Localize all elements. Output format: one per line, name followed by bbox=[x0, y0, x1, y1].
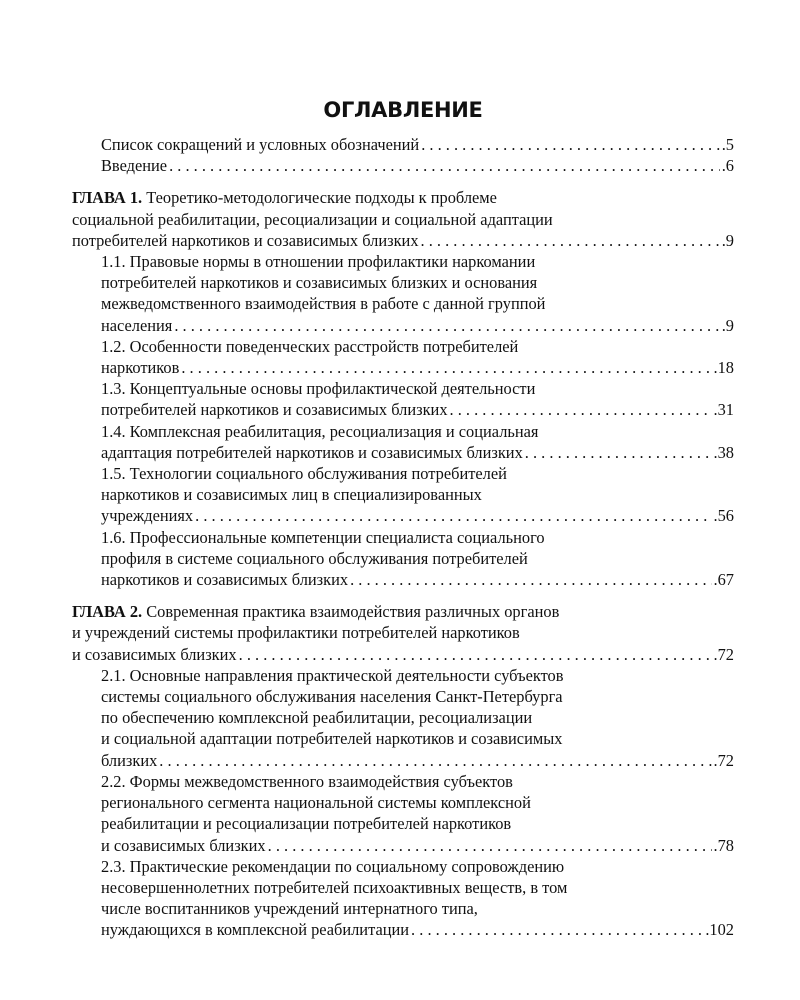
toc-entry-last-line bbox=[101, 835, 734, 856]
chapter-title-text: Теоретико-методологические подходы к проблеме bbox=[142, 188, 497, 208]
toc-entry-line: 1.4. Комплексная реабилитация, ресоциализация и социальная bbox=[101, 421, 539, 441]
dot-leader bbox=[159, 750, 711, 771]
dot-leader bbox=[411, 919, 703, 940]
toc-section-entry[interactable] bbox=[72, 251, 734, 336]
toc-entry-line: и учреждений системы профилактики потребителей наркотиков bbox=[72, 623, 520, 643]
toc-entry-line: по обеспечению комплексной реабилитации, ресоциализации bbox=[101, 708, 533, 728]
toc-entry-line bbox=[72, 187, 734, 208]
toc-entry-line: 1.2. Особенности поведенческих расстройств потребителей bbox=[101, 336, 519, 356]
toc-section-entry[interactable] bbox=[72, 665, 734, 771]
toc-entry-text: Список сокращений и условных обозначений bbox=[101, 135, 420, 154]
toc-section-entry[interactable] bbox=[72, 421, 734, 463]
toc-entry-line: межведомственного взаимодействия в работе с данной группой bbox=[101, 294, 546, 314]
dot-leader bbox=[525, 442, 712, 463]
table-of-contents bbox=[72, 95, 734, 941]
toc-entry-line bbox=[72, 601, 734, 622]
toc-entry-text: и созависимых близких bbox=[72, 644, 237, 664]
dot-leader bbox=[181, 357, 711, 378]
page-number: .72 bbox=[713, 750, 734, 770]
page-number: .78 bbox=[713, 835, 734, 855]
page-number: .6 bbox=[721, 156, 734, 176]
page-number: .38 bbox=[713, 442, 734, 462]
toc-section-entry[interactable] bbox=[72, 463, 734, 527]
toc-entry-line: реабилитации и ресоциализации потребителей наркотиков bbox=[101, 814, 512, 834]
toc-section-entry[interactable] bbox=[72, 856, 734, 941]
toc-entry-line: социальной реабилитации, ресоциализации и социальной адаптации bbox=[72, 209, 553, 229]
toc-entry-text: адаптация потребителей наркотиков и созависимых близких bbox=[101, 442, 523, 462]
toc-entry-text: наркотиков и созависимых близких bbox=[101, 570, 349, 590]
toc-entry-line: 2.3. Практические рекомендации по социальному сопровождению bbox=[101, 856, 565, 876]
toc-chapter-entry[interactable] bbox=[72, 601, 734, 665]
toc-entry-last-line bbox=[101, 569, 734, 590]
toc-entry-last-line bbox=[101, 750, 734, 771]
page-number: .18 bbox=[713, 358, 734, 378]
toc-entry-line: несовершеннолетних потребителей психоактивных веществ, в том bbox=[101, 877, 568, 897]
toc-entry-line: наркотиков и созависимых лиц в специализированных bbox=[101, 485, 482, 505]
toc-entry-line: регионального сегмента национальной системы комплексной bbox=[101, 793, 531, 813]
page-number: .31 bbox=[713, 400, 734, 420]
toc-entry-text: потребителей наркотиков и созависимых близких bbox=[72, 230, 419, 250]
dot-leader bbox=[421, 134, 720, 155]
toc-entry-text: учреждениях bbox=[101, 506, 194, 526]
toc-entry-last-line bbox=[101, 357, 734, 378]
toc-entry-text: потребителей наркотиков и созависимых близких bbox=[101, 400, 448, 420]
toc-entry-text: Введение bbox=[101, 156, 168, 176]
toc-entry-last-line bbox=[101, 155, 734, 176]
toc-entry-last-line bbox=[101, 919, 734, 940]
dot-leader bbox=[350, 569, 711, 590]
toc-entry-line: числе воспитанников учреждений интернатного типа, bbox=[101, 899, 478, 919]
toc-section-entry[interactable] bbox=[72, 134, 734, 155]
toc-entry-text: наркотиков bbox=[101, 358, 180, 378]
toc-entry-line: потребителей наркотиков и созависимых близких и основания bbox=[101, 273, 538, 293]
toc-entry-last-line bbox=[101, 399, 734, 420]
toc-entry-line: и социальной адаптации потребителей наркотиков и созависимых bbox=[101, 729, 563, 749]
toc-entry-line: профиля в системе социального обслуживания потребителей bbox=[101, 548, 528, 568]
dot-leader bbox=[174, 315, 719, 336]
toc-entry-line: 1.6. Профессиональные компетенции специалиста социального bbox=[101, 527, 545, 547]
toc-entry-line: системы социального обслуживания населения Санкт-Петербурга bbox=[101, 687, 563, 707]
toc-section-entry[interactable] bbox=[72, 155, 734, 176]
toc-entry-line: 1.5. Технологии социального обслуживания потребителей bbox=[101, 464, 507, 484]
toc-entry-last-line bbox=[101, 134, 734, 155]
toc-entry-text: и созависимых близких bbox=[101, 835, 266, 855]
page-number: .56 bbox=[713, 506, 734, 526]
toc-entry-text: нуждающихся в комплексной реабилитации bbox=[101, 920, 410, 940]
dot-leader bbox=[195, 505, 711, 526]
toc-entry-line: 1.1. Правовые нормы в отношении профилактики наркомании bbox=[101, 252, 536, 272]
dot-leader bbox=[450, 399, 712, 420]
dot-leader bbox=[268, 835, 712, 856]
toc-entry-last-line bbox=[72, 230, 734, 251]
toc-entry-last-line bbox=[101, 505, 734, 526]
toc-entry-text: населения bbox=[101, 315, 173, 335]
toc-entry-last-line bbox=[101, 442, 734, 463]
toc-list bbox=[72, 134, 734, 941]
toc-section-entry[interactable] bbox=[72, 378, 734, 420]
toc-chapter-entry[interactable] bbox=[72, 187, 734, 251]
toc-section-entry[interactable] bbox=[72, 771, 734, 856]
toc-title: ОГЛАВЛЕНИЕ bbox=[323, 98, 483, 122]
toc-entry-last-line bbox=[101, 315, 734, 336]
page-number: .9 bbox=[721, 315, 734, 335]
page-number: .67 bbox=[713, 570, 734, 590]
toc-entry-text: близких bbox=[101, 750, 158, 770]
page-number: .72 bbox=[713, 644, 734, 664]
toc-entry-line: 2.1. Основные направления практической деятельности субъектов bbox=[101, 665, 564, 685]
toc-section-entry[interactable] bbox=[72, 527, 734, 591]
chapter-label: ГЛАВА 2. bbox=[72, 602, 143, 622]
dot-leader bbox=[239, 644, 712, 665]
dot-leader bbox=[421, 230, 720, 251]
page-number: .9 bbox=[721, 230, 734, 250]
page-number: .5 bbox=[721, 135, 734, 154]
chapter-title-text: Современная практика взаимодействия различных органов bbox=[142, 602, 560, 622]
toc-entry-line: 2.2. Формы межведомственного взаимодействия субъектов bbox=[101, 771, 513, 791]
toc-section-entry[interactable] bbox=[72, 336, 734, 378]
page-number: .102 bbox=[705, 920, 734, 940]
toc-entry-line: 1.3. Концептуальные основы профилактической деятельности bbox=[101, 379, 536, 399]
chapter-label: ГЛАВА 1. bbox=[72, 188, 143, 208]
toc-entry-last-line bbox=[72, 644, 734, 665]
dot-leader bbox=[169, 155, 720, 176]
